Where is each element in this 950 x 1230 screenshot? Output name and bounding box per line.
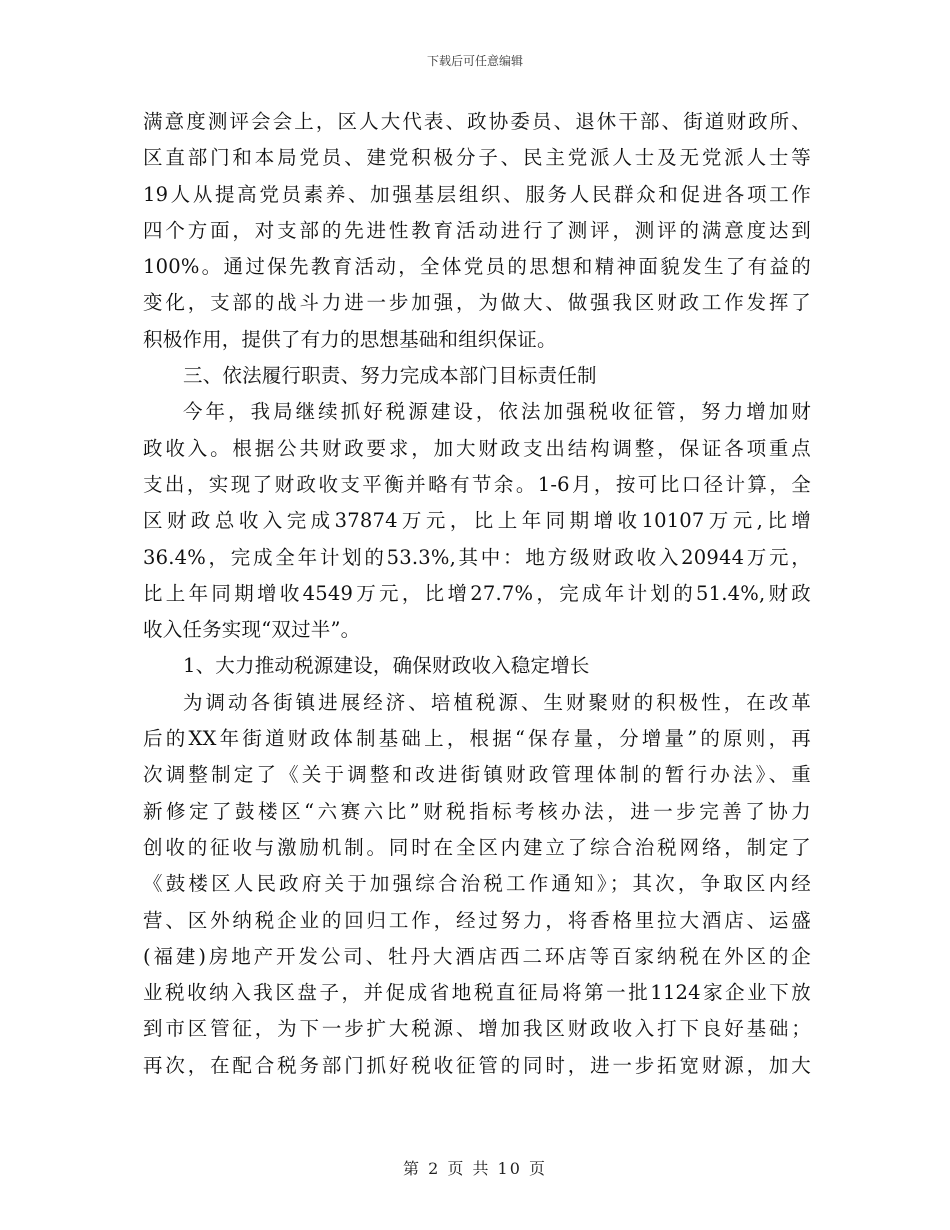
text-line: 到市区管征，为下一步扩大税源、增加我区财政收入打下良好基础； <box>143 1017 811 1041</box>
document-body <box>143 104 811 1084</box>
text-line: 变化，支部的战斗力进一步加强，为做大、做强我区财政工作发挥了 <box>143 291 811 315</box>
text-line: 积极作用，提供了有力的思想基础和组织保证。 <box>143 327 557 351</box>
text-line: (福建)房地产开发公司、牡丹大酒店西二环店等百家纳税在外区的企 <box>143 944 811 968</box>
text-line: 100%。通过保先教育活动，全体党员的思想和精神面貌发生了有益的 <box>143 255 811 279</box>
text-line: 四个方面，对支部的先进性教育活动进行了测评，测评的满意度达到 <box>143 218 811 242</box>
subsection-heading: 1、大力推动税源建设，确保财政收入稳定增长 <box>183 654 590 678</box>
text-line: 收入任务实现“双过半”。 <box>143 618 361 642</box>
text-line: 今年，我局继续抓好税源建设，依法加强税收征管，努力增加财 <box>183 400 811 424</box>
text-line: 区直部门和本局党员、建党积极分子、民主党派人士及无党派人士等 <box>143 146 811 170</box>
text-line: 比上年同期增收4549万元，比增27.7%，完成年计划的51.4%,财政 <box>143 581 811 605</box>
text-line: 支出，实现了财政收支平衡并略有节余。1-6月，按可比口径计算，全 <box>143 472 811 496</box>
text-line: 《鼓楼区人民政府关于加强综合治税工作通知》；其次，争取区内经 <box>143 872 811 896</box>
text-line: 营、区外纳税企业的回归工作，经过努力，将香格里拉大酒店、运盛 <box>143 908 811 932</box>
text-line: 创收的征收与激励机制。同时在全区内建立了综合治税网络，制定了 <box>143 835 811 859</box>
text-line: 新修定了鼓楼区“六赛六比”财税指标考核办法，进一步完善了协力 <box>143 799 811 823</box>
text-line: 业税收纳入我区盘子，并促成省地税直征局将第一批1124家企业下放 <box>143 981 811 1005</box>
text-line: 区财政总收入完成37874万元，比上年同期增收10107万元,比增 <box>143 509 811 533</box>
section-heading: 三、依法履行职责、努力完成本部门目标责任制 <box>183 364 597 388</box>
text-line: 政收入。根据公共财政要求，加大财政支出结构调整，保证各项重点 <box>143 436 811 460</box>
text-line: 为调动各街镇进展经济、培植税源、生财聚财的积极性，在改革 <box>183 690 811 714</box>
text-line: 次调整制定了《关于调整和改进街镇财政管理体制的暂行办法》、重 <box>143 763 811 787</box>
text-line: 36.4%，完成全年计划的53.3%,其中：地方级财政收入20944万元， <box>143 545 811 569</box>
page-number: 第 2 页 共 10 页 <box>403 1159 547 1178</box>
text-line: 再次，在配合税务部门抓好税收征管的同时，进一步拓宽财源，加大 <box>143 1053 811 1077</box>
page-header: 下载后可任意编辑 <box>426 54 523 68</box>
text-line: 19人从提高党员素养、加强基层组织、服务人民群众和促进各项工作 <box>143 182 811 206</box>
text-line: 满意度测评会会上，区人大代表、政协委员、退休干部、街道财政所、 <box>143 110 811 133</box>
text-line: 后的XX年街道财政体制基础上，根据“保存量，分增量”的原则，再 <box>143 727 811 751</box>
